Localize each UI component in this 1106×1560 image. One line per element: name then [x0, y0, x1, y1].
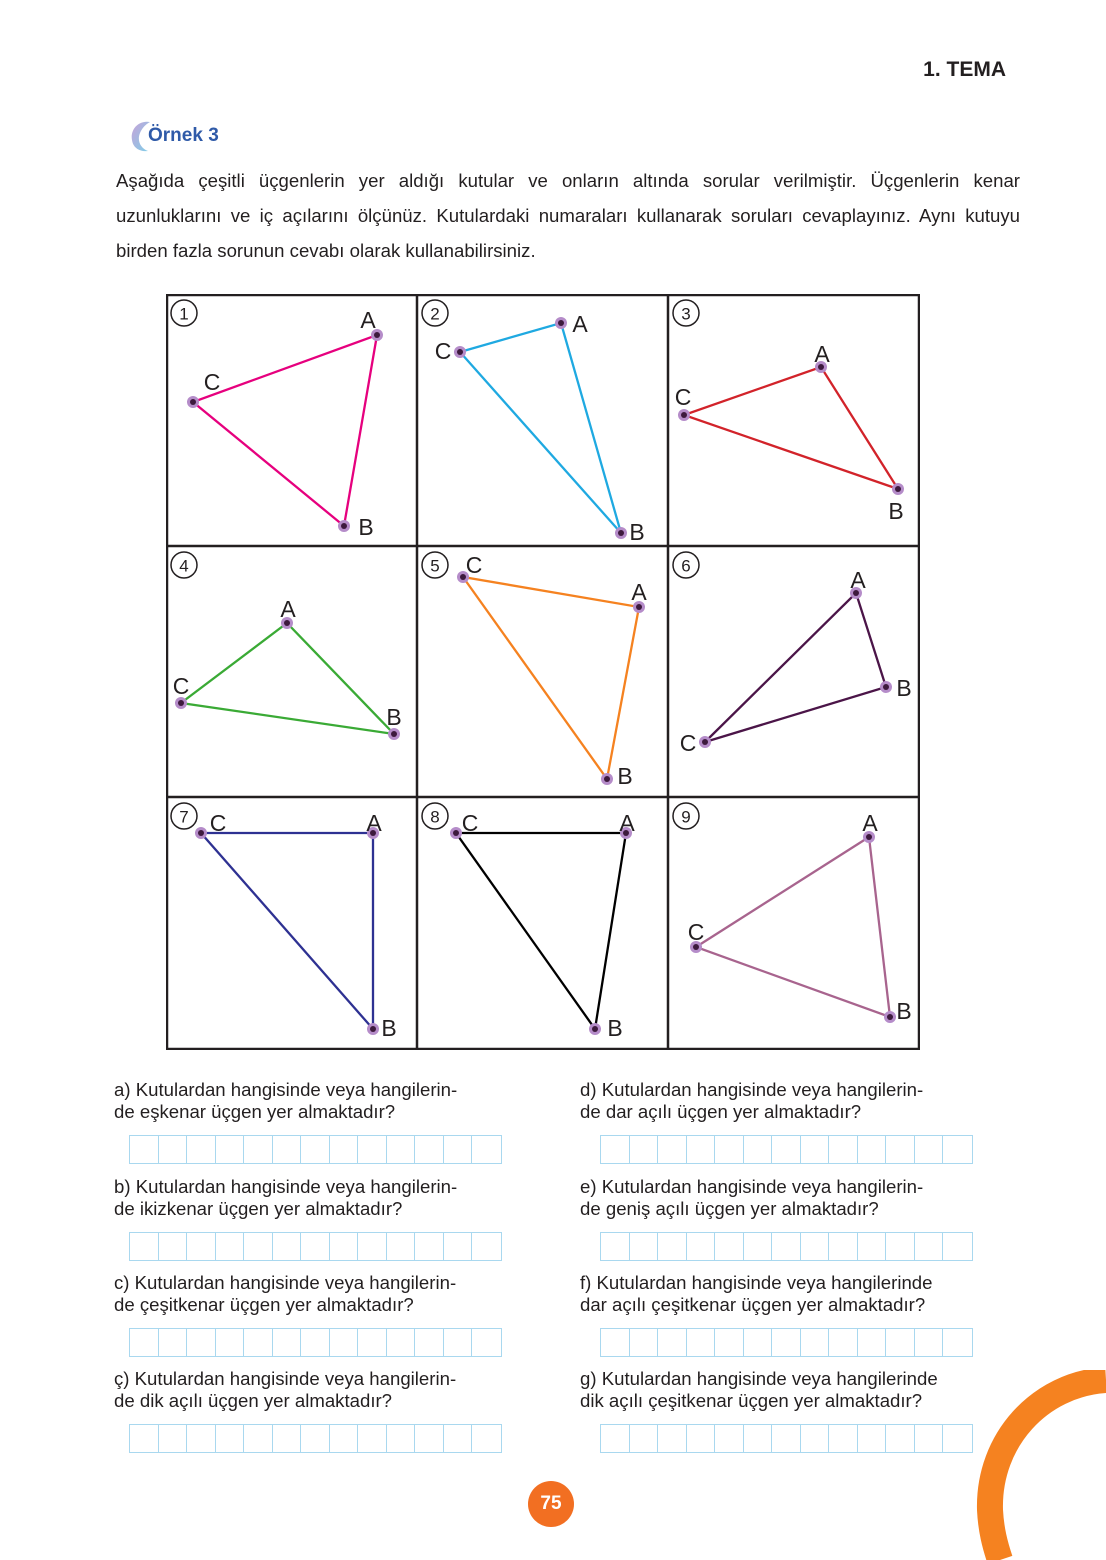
vertex-label-b: B: [381, 1015, 397, 1041]
vertex-label-b: B: [607, 1015, 623, 1041]
vertex-label-c: C: [203, 369, 221, 395]
answer-boxes-b[interactable]: [129, 1232, 502, 1261]
vertex-c-point: [178, 700, 184, 706]
triangle-8: [456, 833, 626, 1029]
triangle-3: [684, 367, 898, 489]
corner-arc-decoration: [970, 1370, 1106, 1560]
vertex-b-point: [604, 776, 610, 782]
vertex-label-c: C: [674, 384, 692, 410]
vertex-label-c: C: [679, 730, 697, 756]
triangle-5: [463, 577, 639, 779]
question-g-line1: g) Kutulardan hangisinde veya hangilerinde: [580, 1368, 938, 1389]
vertex-label-a: A: [862, 810, 878, 836]
example-label: Örnek 3: [148, 125, 219, 146]
triangle-2: [460, 323, 621, 533]
question-f-line2: dar açılı çeşitkenar üçgen yer almaktadır?: [580, 1294, 926, 1315]
vertex-label-c: C: [461, 810, 479, 836]
vertex-c-point: [453, 830, 459, 836]
answer-boxes-f[interactable]: [600, 1328, 973, 1357]
question-b: [114, 1176, 524, 1220]
vertex-label-b: B: [358, 514, 374, 540]
triangle-box-4: [171, 552, 402, 740]
triangle-box-3: [673, 300, 904, 524]
question-a-line1: a) Kutulardan hangisinde veya hangilerin-: [114, 1079, 458, 1100]
triangle-box-5: [422, 552, 647, 789]
vertex-b-point: [895, 486, 901, 492]
box-number: 6: [681, 556, 691, 576]
triangle-box-7: [171, 803, 397, 1041]
triangle-box-9: [673, 803, 912, 1024]
vertex-label-c: C: [687, 919, 705, 945]
question-g-line2: dik açılı çeşitkenar üçgen yer almaktadır?: [580, 1390, 923, 1411]
question-b-line2: de ikizkenar üçgen yer almaktadır?: [114, 1198, 403, 1219]
vertex-label-b: B: [617, 763, 633, 789]
vertex-label-c: C: [434, 338, 452, 364]
triangle-box-6: [673, 552, 912, 756]
question-cc-line1: ç) Kutulardan hangisinde veya hangilerin-: [114, 1368, 457, 1389]
answer-boxes-d[interactable]: [600, 1135, 973, 1164]
answer-boxes-e[interactable]: [600, 1232, 973, 1261]
triangle-box-8: [422, 803, 635, 1041]
vertex-b-point: [592, 1026, 598, 1032]
vertex-a-point: [558, 320, 564, 326]
question-d-line1: d) Kutulardan hangisinde veya hangilerin-: [580, 1079, 924, 1100]
vertex-b-point: [618, 530, 624, 536]
box-number: 1: [179, 304, 189, 324]
answer-boxes-a[interactable]: [129, 1135, 502, 1164]
vertex-b-point: [887, 1014, 893, 1020]
triangle-box-2: [422, 300, 645, 545]
vertex-c-point: [457, 349, 463, 355]
box-number: 9: [681, 807, 691, 827]
vertex-label-a: A: [619, 810, 635, 836]
theme-label: 1. TEMA: [923, 58, 1006, 81]
question-f-line1: f) Kutulardan hangisinde veya hangilerinde: [580, 1272, 933, 1293]
vertex-c-point: [198, 830, 204, 836]
triangle-box-1: [171, 300, 383, 540]
answer-boxes-cc[interactable]: [129, 1424, 502, 1453]
question-g: [580, 1368, 1000, 1412]
vertex-label-a: A: [360, 307, 376, 333]
vertex-c-point: [681, 412, 687, 418]
vertex-label-a: A: [814, 341, 830, 367]
triangle-1: [193, 335, 377, 526]
question-e-line2: de geniş açılı üçgen yer almaktadır?: [580, 1198, 879, 1219]
triangle-6: [705, 593, 886, 742]
box-number: 2: [430, 304, 440, 324]
answer-boxes-g[interactable]: [600, 1424, 973, 1453]
question-b-line1: b) Kutulardan hangisinde veya hangilerin-: [114, 1176, 458, 1197]
triangle-7: [201, 833, 373, 1029]
question-f: [580, 1272, 1000, 1316]
triangle-9: [696, 837, 890, 1017]
vertex-label-c: C: [465, 552, 483, 578]
question-a-line2: de eşkenar üçgen yer almaktadır?: [114, 1101, 396, 1122]
question-e-line1: e) Kutulardan hangisinde veya hangilerin-: [580, 1176, 924, 1197]
intro-paragraph: Aşağıda çeşitli üçgenlerin yer aldığı kutular ve onların altında sorular verilmiştir. Üçgenlerin kenar uzunluklarını ve iç açılarını ölçünüz. Kutulardaki numaraları kullanarak soruları cevaplayınız. Aynı kutuyu birden fazla sorunun cevabı olarak kullanabilirsiniz.: [116, 170, 1020, 261]
vertex-b-point: [883, 684, 889, 690]
question-d-line2: de dar açılı üçgen yer almaktadır?: [580, 1101, 862, 1122]
vertex-label-b: B: [629, 519, 645, 545]
vertex-label-b: B: [888, 498, 904, 524]
box-number: 7: [179, 807, 189, 827]
question-c-line2: de çeşitkenar üçgen yer almaktadır?: [114, 1294, 414, 1315]
question-c: [114, 1272, 524, 1316]
question-cc-line2: de dik açılı üçgen yer almaktadır?: [114, 1390, 393, 1411]
vertex-label-b: B: [386, 704, 402, 730]
vertex-b-point: [370, 1026, 376, 1032]
vertex-label-c: C: [172, 673, 190, 699]
page-number: 75: [528, 1481, 574, 1527]
box-number: 5: [430, 556, 440, 576]
vertex-b-point: [341, 523, 347, 529]
answer-boxes-c[interactable]: [129, 1328, 502, 1357]
vertex-label-b: B: [896, 675, 912, 701]
box-number: 4: [179, 556, 189, 576]
vertex-b-point: [391, 731, 397, 737]
vertex-label-a: A: [366, 810, 382, 836]
example-heading: [128, 116, 219, 156]
vertex-label-c: C: [209, 810, 227, 836]
vertex-label-a: A: [631, 579, 647, 605]
question-d: [580, 1079, 990, 1123]
question-c-line1: c) Kutulardan hangisinde veya hangilerin-: [114, 1272, 457, 1293]
triangle-grid: [166, 294, 920, 1050]
box-number: 8: [430, 807, 440, 827]
box-number: 3: [681, 304, 691, 324]
vertex-label-b: B: [896, 998, 912, 1024]
vertex-label-a: A: [572, 311, 588, 337]
vertex-c-point: [702, 739, 708, 745]
triangle-4: [181, 623, 394, 734]
vertex-label-a: A: [280, 596, 296, 622]
vertex-c-point: [190, 399, 196, 405]
question-e: [580, 1176, 990, 1220]
question-a: [114, 1079, 524, 1123]
question-cc: [114, 1368, 524, 1412]
vertex-label-a: A: [850, 567, 866, 593]
